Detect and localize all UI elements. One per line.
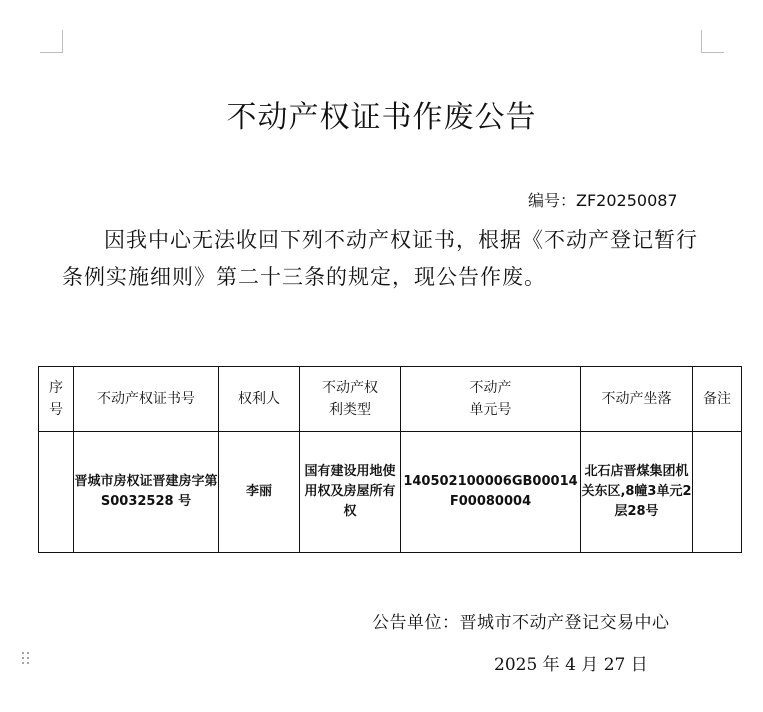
page-corner-mark-top-left — [40, 30, 63, 53]
document-number: 编号：ZF20250087 — [528, 191, 678, 210]
cell-seq — [39, 432, 74, 553]
header-seq: 序号 — [39, 367, 74, 432]
header-location: 不动产坐落 — [581, 367, 693, 432]
cell-cert-no: 晋城市房权证晋建房字第 S0032528 号 — [74, 432, 219, 553]
cell-owner: 李丽 — [219, 432, 300, 553]
cell-remark — [693, 432, 742, 553]
issue-date: 2025 年 4 月 27 日 — [494, 655, 648, 675]
header-cert-no: 不动产权证书号 — [74, 367, 219, 432]
certificate-table — [38, 366, 742, 553]
table-header-row — [39, 367, 742, 432]
header-unit-no: 不动产单元号 — [401, 367, 581, 432]
table-row — [39, 432, 742, 553]
header-owner: 权利人 — [219, 367, 300, 432]
issuer-line: 公告单位：晋城市不动产登记交易中心 — [372, 613, 670, 633]
drag-handle-icon[interactable] — [21, 651, 31, 667]
document-title: 不动产权证书作废公告 — [226, 100, 537, 135]
header-right-type: 不动产权利类型 — [300, 367, 401, 432]
cell-location: 北石店晋煤集团机关东区,8幢3单元2层28号 — [581, 432, 693, 553]
page-corner-mark-top-right — [701, 30, 724, 53]
header-remark: 备注 — [693, 367, 742, 432]
cell-right-type: 国有建设用地使用权及房屋所有权 — [300, 432, 401, 553]
announcement-paragraph: 因我中心无法收回下列不动产权证书，根据《不动产登记暂行条例实施细则》第二十三条的规定，现公告作废。 — [62, 228, 698, 289]
cell-unit-no: 140502100006GB00014F00080004 — [401, 432, 581, 553]
